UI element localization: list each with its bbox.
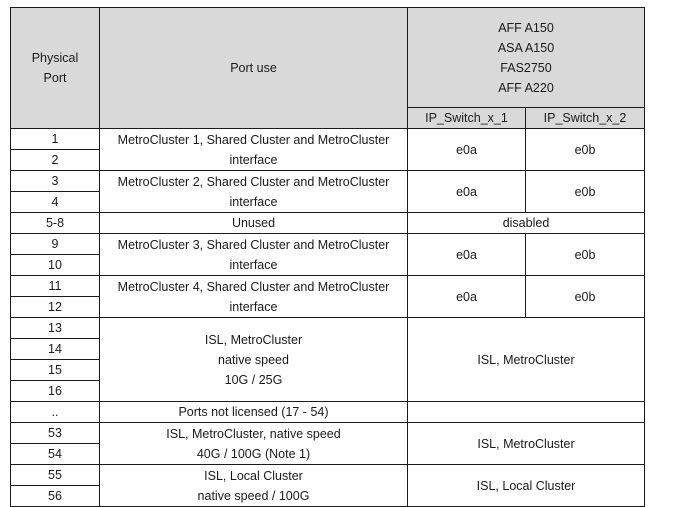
table-row [11, 213, 645, 234]
table-row [11, 423, 645, 444]
switch-2-header: IP_Switch_x_2 [526, 108, 645, 129]
switch-port-assignment [408, 402, 645, 423]
port-use: Unused [100, 213, 408, 234]
switch-1-port: e0a [408, 129, 526, 171]
switch-2-port: e0b [526, 129, 645, 171]
port-number: 56 [11, 486, 100, 507]
table-row [11, 171, 645, 192]
switch-2-port: e0b [526, 276, 645, 318]
port-number: 14 [11, 339, 100, 360]
port-use: MetroCluster 2, Shared Cluster and MetroCluster interface [100, 171, 408, 213]
switch-1-header: IP_Switch_x_1 [408, 108, 526, 129]
port-number: 15 [11, 360, 100, 381]
table-row [11, 402, 645, 423]
port-use: ISL, Local Cluster native speed / 100G [100, 465, 408, 507]
port-number: 55 [11, 465, 100, 486]
port-assignment-table [10, 7, 645, 507]
table-row [11, 276, 645, 297]
port-number: .. [11, 402, 100, 423]
port-number: 13 [11, 318, 100, 339]
port-use: Ports not licensed (17 - 54) [100, 402, 408, 423]
port-use: MetroCluster 3, Shared Cluster and MetroCluster interface [100, 234, 408, 276]
switch-1-port: e0a [408, 276, 526, 318]
port-use: ISL, MetroCluster, native speed 40G / 100G (Note 1) [100, 423, 408, 465]
platforms-header: AFF A150 ASA A150 FAS2750 AFF A220 [408, 8, 645, 108]
port-use: MetroCluster 1, Shared Cluster and MetroCluster interface [100, 129, 408, 171]
port-number: 11 [11, 276, 100, 297]
port-use: ISL, MetroCluster native speed 10G / 25G [100, 318, 408, 402]
table-row [11, 465, 645, 486]
port-use: MetroCluster 4, Shared Cluster and MetroCluster interface [100, 276, 408, 318]
port-number: 12 [11, 297, 100, 318]
switch-port-assignment: ISL, MetroCluster [408, 423, 645, 465]
switch-2-port: e0b [526, 171, 645, 213]
table-row [11, 318, 645, 339]
switch-port-status: disabled [408, 213, 645, 234]
port-number: 53 [11, 423, 100, 444]
port-number: 2 [11, 150, 100, 171]
port-number: 5-8 [11, 213, 100, 234]
physical-port-header: Physical Port [11, 8, 100, 129]
port-use-header: Port use [100, 8, 408, 129]
switch-2-port: e0b [526, 234, 645, 276]
port-number: 10 [11, 255, 100, 276]
port-number: 54 [11, 444, 100, 465]
port-number: 1 [11, 129, 100, 150]
switch-1-port: e0a [408, 234, 526, 276]
table-row [11, 234, 645, 255]
switch-1-port: e0a [408, 171, 526, 213]
port-number: 9 [11, 234, 100, 255]
table-row [11, 129, 645, 150]
port-number: 16 [11, 381, 100, 402]
port-number: 3 [11, 171, 100, 192]
switch-port-assignment: ISL, MetroCluster [408, 318, 645, 402]
port-number: 4 [11, 192, 100, 213]
switch-port-assignment: ISL, Local Cluster [408, 465, 645, 507]
header-row [11, 8, 645, 108]
